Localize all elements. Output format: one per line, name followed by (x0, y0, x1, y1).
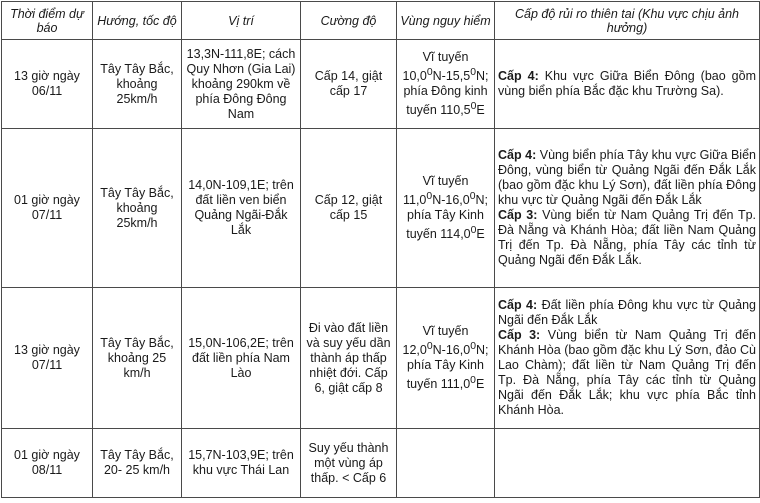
danger-text: N; phía Tây Kinh tuyến 111,0 (406, 343, 489, 392)
time-cell: 13 giờ ngày 07/11 (2, 288, 93, 429)
degree-mark: 0 (469, 190, 476, 202)
risk-entry (498, 148, 756, 208)
direction-cell: Tây Tây Bắc, khoảng 25km/h (93, 129, 182, 288)
risk-level: Cấp 4: (498, 298, 538, 312)
degree-mark: 0 (426, 190, 433, 202)
direction-cell: Tây Tây Bắc, khoảng 25km/h (93, 40, 182, 129)
danger-zone-cell (397, 429, 495, 498)
table-row (2, 40, 760, 129)
header-direction: Hướng, tốc độ (93, 2, 182, 40)
risk-text: Vùng biển từ Nam Quảng Trị đến Tp. Đà Nẵng và Khánh Hòa; đất liền Nam Quảng Trị đến Tp. Đà Nẵng, phía Tây các tỉnh từ Quảng Ngãi đến Đắk Lắk. (498, 208, 757, 267)
header-time: Thời điểm dự báo (2, 2, 93, 40)
risk-cell (495, 288, 760, 429)
position-cell: 13,3N-111,8E; cách Quy Nhơn (Gia Lai) khoảng 290km về phía Đông Đông Nam (182, 40, 301, 129)
danger-text: N-16,0 (432, 343, 471, 357)
intensity-cell: Cấp 14, giật cấp 17 (301, 40, 397, 129)
danger-text: E (476, 227, 485, 242)
degree-mark: 0 (470, 225, 477, 236)
table-row (2, 129, 760, 288)
risk-cell (495, 429, 760, 498)
direction-cell: Tây Tây Bắc, khoảng 25 km/h (93, 288, 182, 429)
risk-level: Cấp 4: (498, 148, 537, 162)
header-danger-zone: Vùng nguy hiểm (397, 2, 495, 40)
risk-entry (498, 328, 756, 418)
danger-text: Vĩ tuyến 10,0 (402, 49, 469, 83)
risk-text: Đất liền phía Đông khu vực từ Quảng Ngãi đến Đắk Lắk (498, 298, 756, 327)
danger-text: E (476, 103, 485, 118)
header-risk: Cấp độ rủi ro thiên tai (Khu vực chịu ảnh hưởng) (495, 2, 760, 40)
danger-text: N-16,0 (432, 193, 470, 207)
time-cell: 01 giờ ngày 07/11 (2, 129, 93, 288)
degree-mark: 0 (470, 375, 476, 386)
degree-mark: 0 (426, 340, 433, 352)
risk-level: Cấp 3: (498, 328, 541, 342)
position-cell: 14,0N-109,1E; trên đất liền ven biển Quảng Ngãi-Đắk Lắk (182, 129, 301, 288)
degree-mark: 0 (470, 101, 477, 112)
time-cell: 01 giờ ngày 08/11 (2, 429, 93, 498)
time-cell: 13 giờ ngày 06/11 (2, 40, 93, 129)
danger-text: N; phía Tây Kinh tuyến 114,0 (406, 193, 489, 242)
risk-text: Vùng biển phía Tây khu vực Giữa Biển Đông, vùng biển từ Quảng Ngãi đến Đắk Lắk (bao gồm đặc khu Lý Sơn), đất liền phía Đông khu vực từ Quảng Ngãi đến Đắk Lắk (498, 148, 756, 207)
risk-entry (498, 208, 756, 268)
danger-zone-cell (397, 288, 495, 429)
danger-text: Vĩ tuyến 12,0 (402, 323, 469, 357)
risk-level: Cấp 4: (498, 69, 539, 83)
degree-mark: 0 (426, 66, 433, 78)
table-row (2, 288, 760, 429)
danger-text: N-15,5 (432, 69, 471, 83)
forecast-table (1, 1, 760, 498)
header-intensity: Cường độ (301, 2, 397, 40)
header-row (2, 2, 760, 40)
intensity-cell: Suy yếu thành một vùng áp thấp. < Cấp 6 (301, 429, 397, 498)
risk-level: Cấp 3: (498, 208, 538, 222)
danger-text: E (475, 377, 485, 392)
table-row (2, 429, 760, 498)
danger-zone-cell (397, 40, 495, 129)
risk-cell (495, 40, 760, 129)
header-position: Vị trí (182, 2, 301, 40)
danger-text: N; phía Đông kinh tuyến 110,5 (403, 69, 489, 118)
position-cell: 15,0N-106,2E; trên đất liền phía Nam Lào (182, 288, 301, 429)
degree-mark: 0 (470, 66, 476, 78)
risk-cell (495, 129, 760, 288)
intensity-cell: Đi vào đất liền và suy yếu dần thành áp thấp nhiệt đới. Cấp 6, giật cấp 8 (301, 288, 397, 429)
degree-mark: 0 (470, 340, 476, 352)
danger-text: Vĩ tuyến 11,0 (402, 173, 469, 207)
risk-text: Khu vực Giữa Biển Đông (bao gồm vùng biển phía Bắc đặc khu Trường Sa). (498, 69, 756, 98)
risk-entry (498, 69, 756, 99)
risk-text: Vùng biển từ Nam Quảng Trị đến Khánh Hòa (bao gồm đặc khu Lý Sơn, đảo Cù Lao Chàm); đất liền từ Nam Quảng Trị đến Tp. Đà Nẵng, phía Tây các tỉnh từ Quảng Ngãi đến Đắk Lắk; khu vực phía Bắc tỉnh Khánh Hòa. (498, 328, 757, 417)
position-cell: 15,7N-103,9E; trên khu vực Thái Lan (182, 429, 301, 498)
danger-zone-cell (397, 129, 495, 288)
direction-cell: Tây Tây Bắc, 20- 25 km/h (93, 429, 182, 498)
intensity-cell: Cấp 12, giật cấp 15 (301, 129, 397, 288)
risk-entry (498, 298, 756, 328)
